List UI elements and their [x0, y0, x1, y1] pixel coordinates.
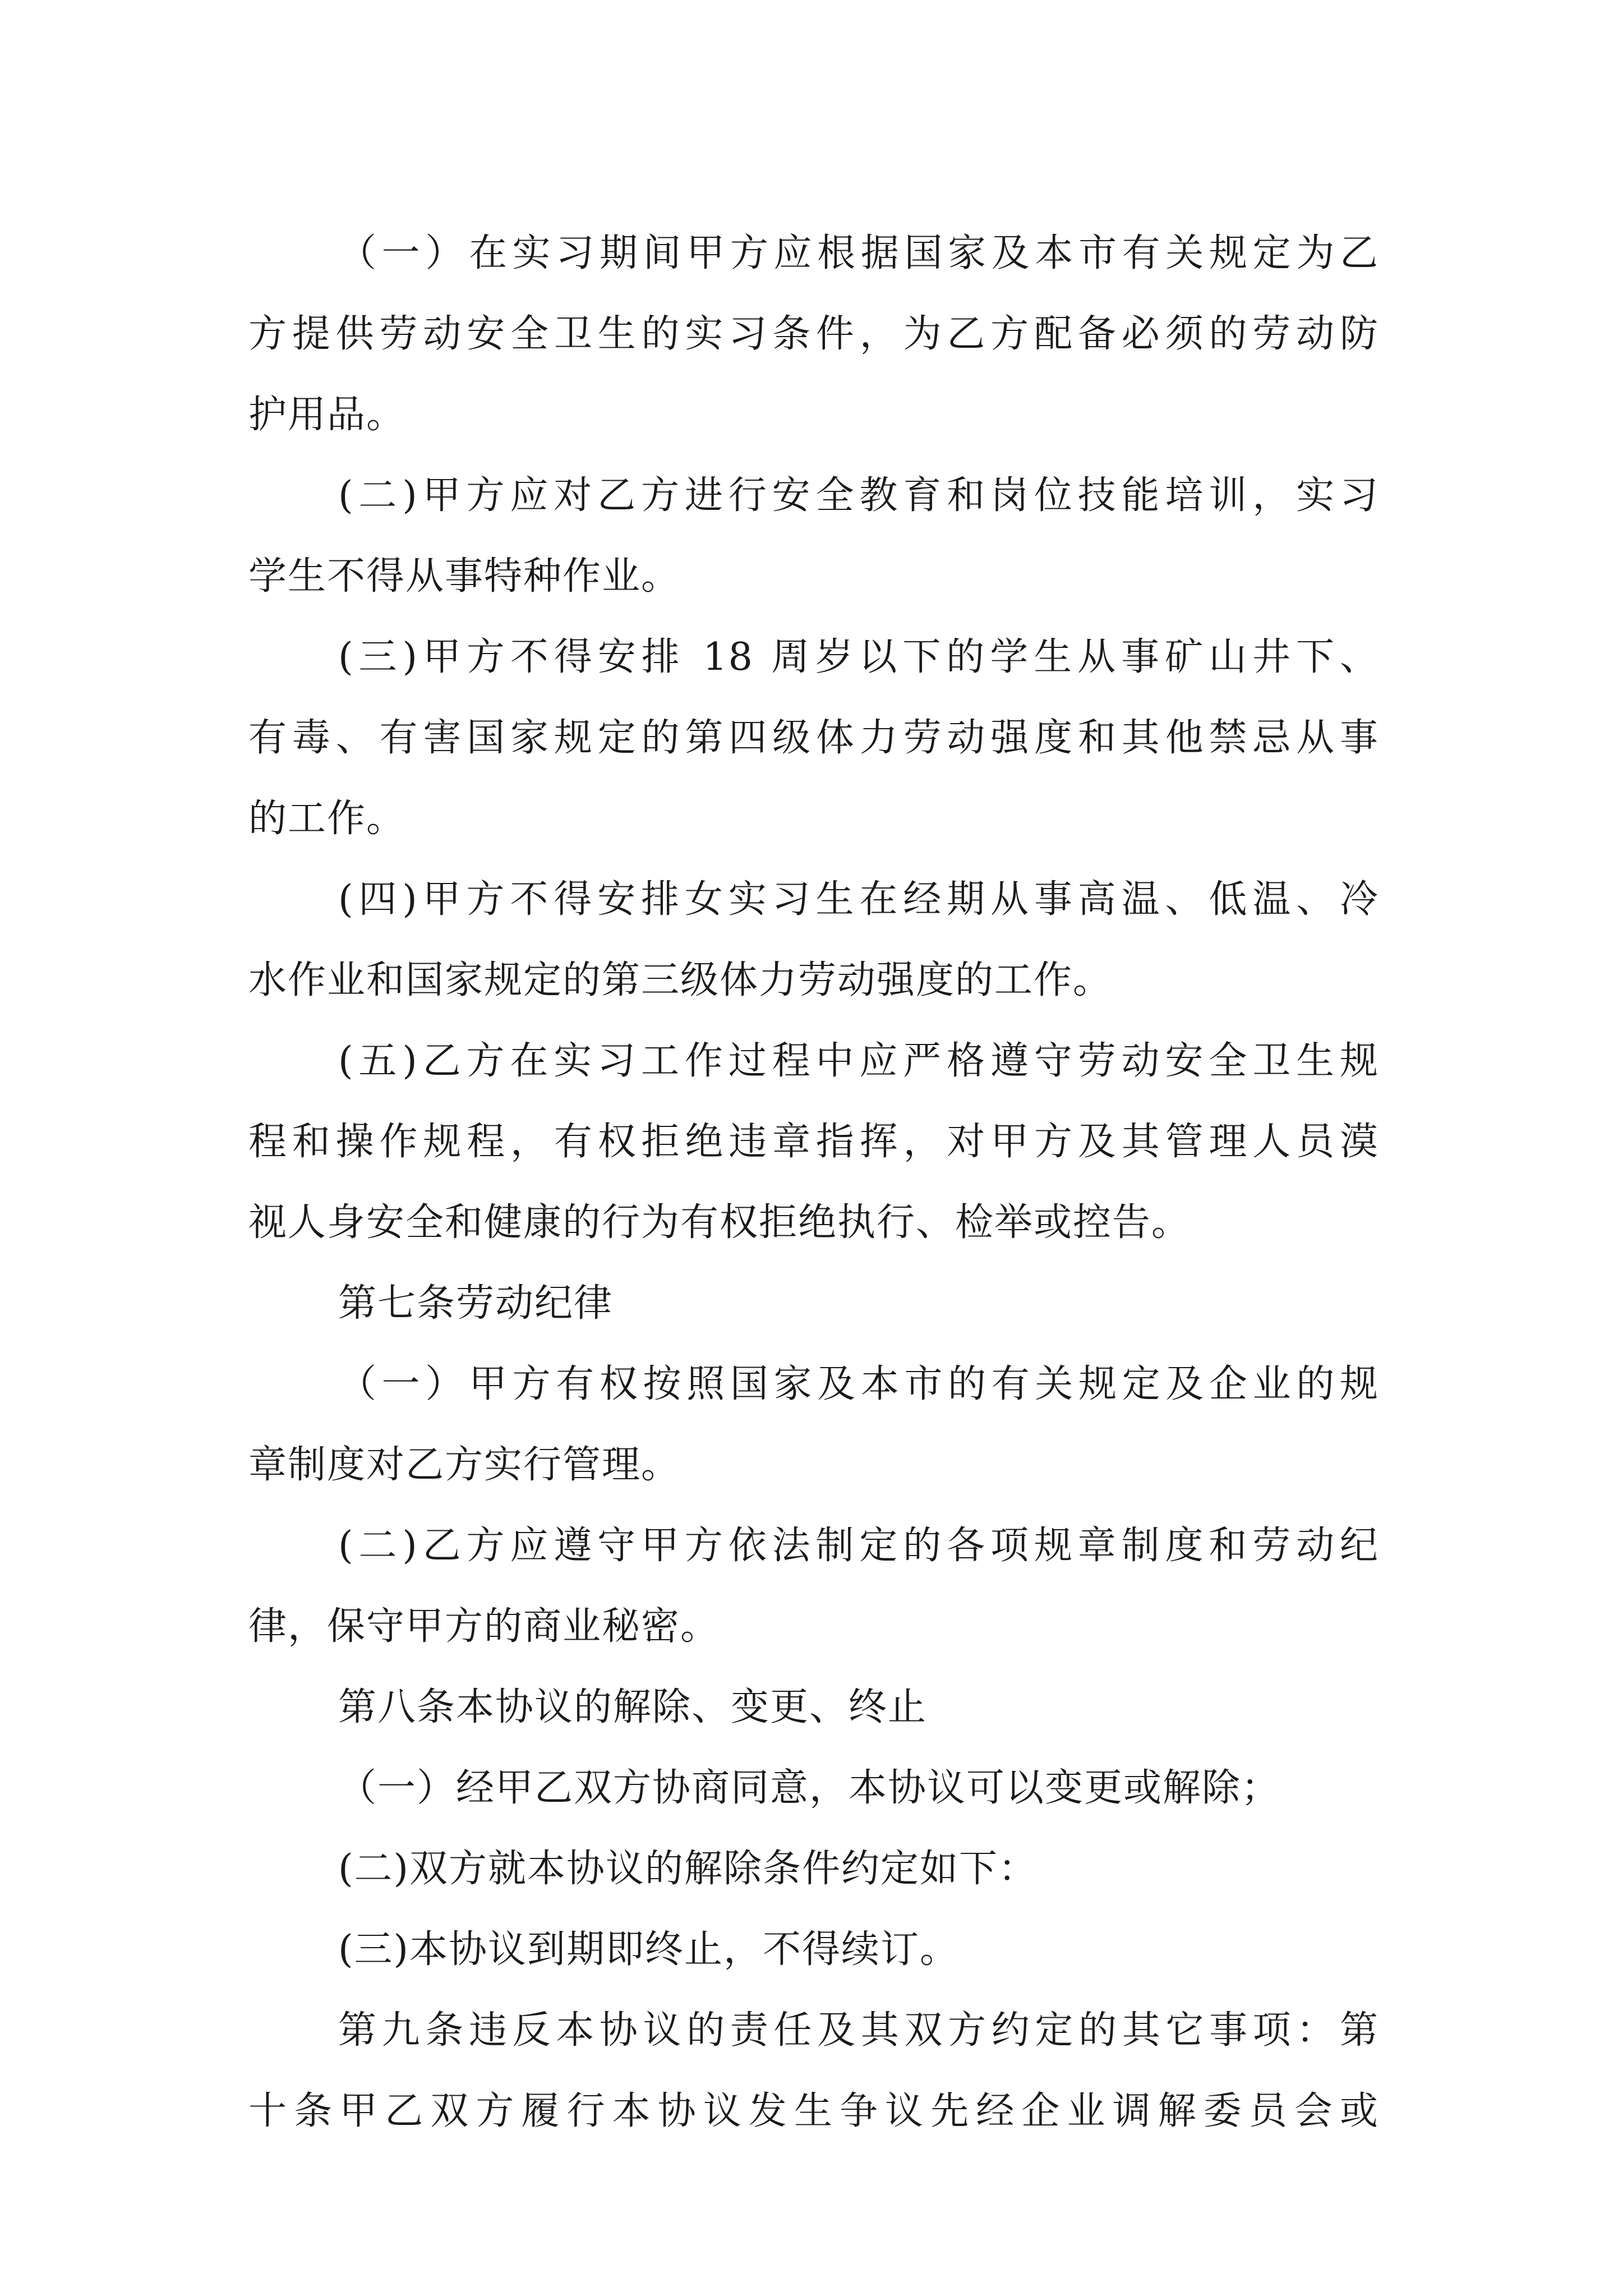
paragraph-line: 方提供劳动安全卫生的实习条件，为乙方配备必须的劳动防 [248, 312, 1379, 356]
paragraph-line: 程和操作规程，有权拒绝违章指挥，对甲方及其管理人员漠 [248, 1120, 1379, 1164]
paragraph-line: （一）甲方有权按照国家及本市的有关规定及企业的规 [338, 1362, 1379, 1406]
section-heading [248, 1667, 1379, 1748]
paragraph-line: (三)甲方不得安排 18 周岁以下的学生从事矿山井下、 [338, 635, 1379, 679]
paragraph-line: 视人身安全和健康的行为有权拒绝执行、检举或控告。 [248, 1200, 1191, 1245]
paragraph [248, 1748, 1379, 1829]
paragraph-line: (五)乙方在实习工作过程中应严格遵守劳动安全卫生规 [338, 1039, 1379, 1083]
paragraph [248, 859, 1379, 1021]
paragraph [248, 1506, 1379, 1667]
paragraph-line: 十条甲乙双方履行本协议发生争议先经企业调解委员会或 [248, 2089, 1379, 2133]
paragraph-line: (二)甲方应对乙方进行安全教育和岗位技能培训，实习 [338, 473, 1379, 518]
paragraph-line: (二)双方就本协议的解除条件约定如下： [338, 1847, 1038, 1891]
section-heading [248, 1263, 1379, 1344]
paragraph-line: 的工作。 [248, 797, 406, 841]
paragraph-line: 律，保守甲方的商业秘密。 [248, 1604, 720, 1649]
paragraph [248, 1344, 1379, 1506]
paragraph [248, 1990, 1379, 2152]
paragraph [248, 1910, 1379, 1990]
paragraph-line: 第七条劳动纪律 [338, 1281, 614, 1326]
paragraph [248, 617, 1379, 859]
paragraph-line: 有毒、有害国家规定的第四级体力劳动强度和其他禁忌从事 [248, 716, 1379, 760]
paragraph [248, 213, 1379, 455]
paragraph-line: （一）经甲乙双方协商同意，本协议可以变更或解除； [338, 1766, 1281, 1810]
paragraph-line: 第九条违反本协议的责任及其双方约定的其它事项：第 [338, 2008, 1379, 2053]
paragraph-line: (二)乙方应遵守甲方依法制定的各项规章制度和劳动纪 [338, 1524, 1379, 1568]
document-page [248, 213, 1379, 2152]
paragraph [248, 1021, 1379, 1263]
paragraph-line: 水作业和国家规定的第三级体力劳动强度的工作。 [248, 958, 1113, 1002]
paragraph-line: 学生不得从事特种作业。 [248, 554, 681, 599]
paragraph [248, 455, 1379, 617]
paragraph-line: 第八条本协议的解除、变更、终止 [338, 1685, 928, 1729]
paragraph [248, 1829, 1379, 1910]
paragraph-line: （一）在实习期间甲方应根据国家及本市有关规定为乙 [338, 231, 1379, 275]
paragraph-line: (四)甲方不得安排女实习生在经期从事高温、低温、冷 [338, 877, 1379, 922]
paragraph-line: 章制度对乙方实行管理。 [248, 1443, 681, 1487]
paragraph-line: (三)本协议到期即终止，不得续订。 [338, 1927, 960, 1972]
paragraph-line: 护用品。 [248, 393, 406, 437]
